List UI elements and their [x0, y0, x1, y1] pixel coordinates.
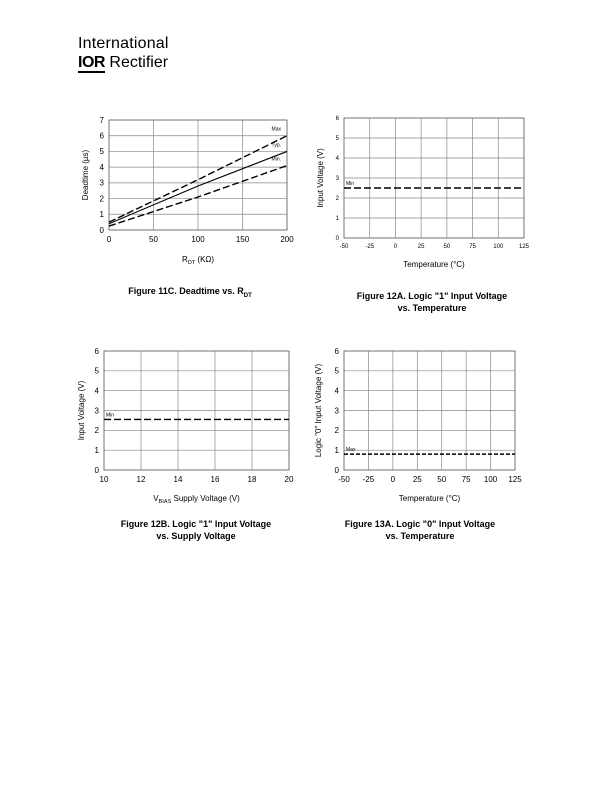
- y-tick-label: 5: [335, 136, 339, 143]
- y-tick-label: 3: [335, 176, 339, 183]
- series-label: Max: [346, 447, 356, 454]
- ior-logo-mark: IOR: [78, 54, 105, 71]
- y-tick-label: 4: [99, 162, 104, 172]
- x-axis-title-sub: DT: [187, 260, 196, 266]
- x-tick-label: 0: [393, 244, 398, 250]
- x-tick-label: -25: [362, 475, 375, 484]
- x-tick-label: 75: [461, 475, 471, 484]
- y-tick-label: 2: [334, 426, 339, 436]
- caption-fig11c-sub: DT: [243, 292, 252, 299]
- caption-fig12b-line2: vs. Supply Voltage: [156, 531, 236, 541]
- caption-fig11c: [100, 285, 280, 302]
- y-tick-label: 2: [335, 196, 339, 203]
- series-label: Max: [271, 126, 281, 133]
- y-tick-label: 5: [94, 366, 99, 376]
- caption-fig13a-line1: Figure 13A. Logic "0" Input Voltage: [344, 519, 496, 529]
- y-tick-label: 5: [99, 147, 104, 157]
- x-tick-label: 50: [437, 475, 447, 484]
- x-axis-title: [403, 260, 465, 269]
- y-axis-title: Logic "0" Input Voltage (V): [314, 363, 323, 458]
- x-tick-label: 18: [247, 475, 257, 484]
- chart-fig13a-svg: [313, 343, 538, 508]
- caption-fig12a: [332, 290, 532, 314]
- x-tick-label: 12: [136, 475, 146, 484]
- x-tick-label: 0: [390, 475, 396, 484]
- x-tick-label: 125: [508, 475, 522, 484]
- y-tick-label: 0: [99, 225, 104, 235]
- y-tick-label: 3: [334, 406, 339, 416]
- x-tick-label: 16: [210, 475, 220, 484]
- x-axis-title-main: Temperature (°C): [398, 494, 461, 503]
- caption-fig12b-line1: Figure 12B. Logic "1" Input Voltage: [120, 519, 272, 529]
- caption-fig12a-line2: vs. Temperature: [397, 303, 467, 313]
- x-axis-title-suffix: (KΩ): [195, 255, 215, 264]
- y-axis-title: Input Voltage (V): [316, 148, 325, 208]
- x-tick-label: 100: [483, 475, 498, 484]
- y-tick-label: 6: [94, 346, 99, 356]
- chart-fig12b-svg: [76, 343, 301, 508]
- brand-name-line1: International: [78, 35, 169, 52]
- x-tick-label: 100: [493, 244, 504, 250]
- caption-fig12a-line1: Figure 12A. Logic "1" Input Voltage: [356, 291, 508, 301]
- chart-fig11c-svg: [76, 112, 301, 272]
- x-tick-label: 25: [417, 244, 425, 250]
- y-tick-label: 4: [94, 386, 99, 396]
- y-tick-label: 1: [334, 445, 339, 455]
- chart-fig12a-svg: [313, 112, 538, 277]
- x-tick-label: 20: [284, 475, 294, 484]
- x-axis-title: [182, 255, 214, 266]
- brand-logo: [78, 36, 169, 71]
- grid-lines: [104, 351, 289, 470]
- x-tick-label: 0: [106, 235, 112, 244]
- x-tick-label: -50: [339, 244, 349, 250]
- y-tick-label: 6: [334, 346, 339, 356]
- chart-fig13a: [313, 343, 538, 508]
- x-tick-label: 25: [412, 475, 422, 484]
- caption-fig13a: [320, 518, 520, 542]
- x-tick-label: 14: [173, 475, 183, 484]
- series-label: Min.: [271, 156, 281, 163]
- x-axis-title-main: R: [181, 255, 188, 264]
- x-tick-label: 10: [99, 475, 109, 484]
- y-tick-label: 4: [335, 156, 339, 163]
- chart-fig12a: [313, 112, 538, 277]
- x-tick-label: 125: [518, 244, 530, 250]
- x-tick-label: 100: [191, 235, 205, 244]
- caption-fig13a-line2: vs. Temperature: [385, 531, 455, 541]
- y-tick-label: 2: [94, 426, 99, 436]
- series-label: Typ.: [271, 142, 281, 149]
- y-tick-label: 2: [99, 194, 104, 204]
- caption-fig11c-text: Figure 11C. Deadtime vs. R: [128, 286, 244, 296]
- grid-lines: [344, 351, 515, 470]
- y-tick-label: 6: [335, 116, 339, 123]
- y-tick-label: 0: [335, 236, 339, 243]
- x-tick-label: 200: [280, 235, 294, 244]
- x-axis-title-main: Temperature (°C): [403, 260, 465, 269]
- x-tick-label: 75: [469, 244, 476, 250]
- x-axis-title-sub: BIAS: [158, 499, 172, 505]
- y-tick-label: 1: [94, 445, 99, 455]
- x-tick-label: -25: [365, 244, 375, 250]
- x-axis-title-suffix: Supply Voltage (V): [171, 494, 240, 503]
- series-label: Min: [346, 181, 355, 187]
- y-tick-label: 4: [334, 386, 339, 396]
- y-tick-label: 7: [99, 115, 104, 125]
- brand-name-line2: [78, 55, 169, 71]
- y-tick-label: 5: [334, 366, 339, 376]
- x-tick-label: -50: [338, 475, 350, 484]
- series-label: Min: [106, 412, 115, 419]
- y-tick-label: 0: [94, 465, 99, 475]
- y-axis-title: Input Voltage (V): [77, 380, 86, 441]
- caption-fig12b: [96, 518, 296, 542]
- chart-fig11c: [76, 112, 301, 272]
- x-axis-title-main: V: [153, 494, 159, 503]
- x-tick-label: 50: [149, 235, 158, 244]
- x-axis-title: [153, 494, 240, 505]
- y-tick-label: 1: [99, 210, 104, 220]
- grid-lines: [344, 118, 524, 238]
- y-axis-title: Deadtime (µs): [81, 149, 90, 201]
- y-tick-label: 3: [99, 178, 104, 188]
- x-tick-label: 50: [443, 244, 451, 250]
- grid-lines: [109, 120, 287, 230]
- y-tick-label: 6: [99, 131, 104, 141]
- y-tick-label: 3: [94, 406, 99, 416]
- y-tick-label: 0: [334, 465, 339, 475]
- y-tick-label: 1: [335, 216, 339, 223]
- x-tick-label: 150: [235, 235, 250, 244]
- x-axis-title: [399, 494, 461, 503]
- brand-rectifier: Rectifier: [109, 54, 169, 71]
- chart-fig12b: [76, 343, 301, 508]
